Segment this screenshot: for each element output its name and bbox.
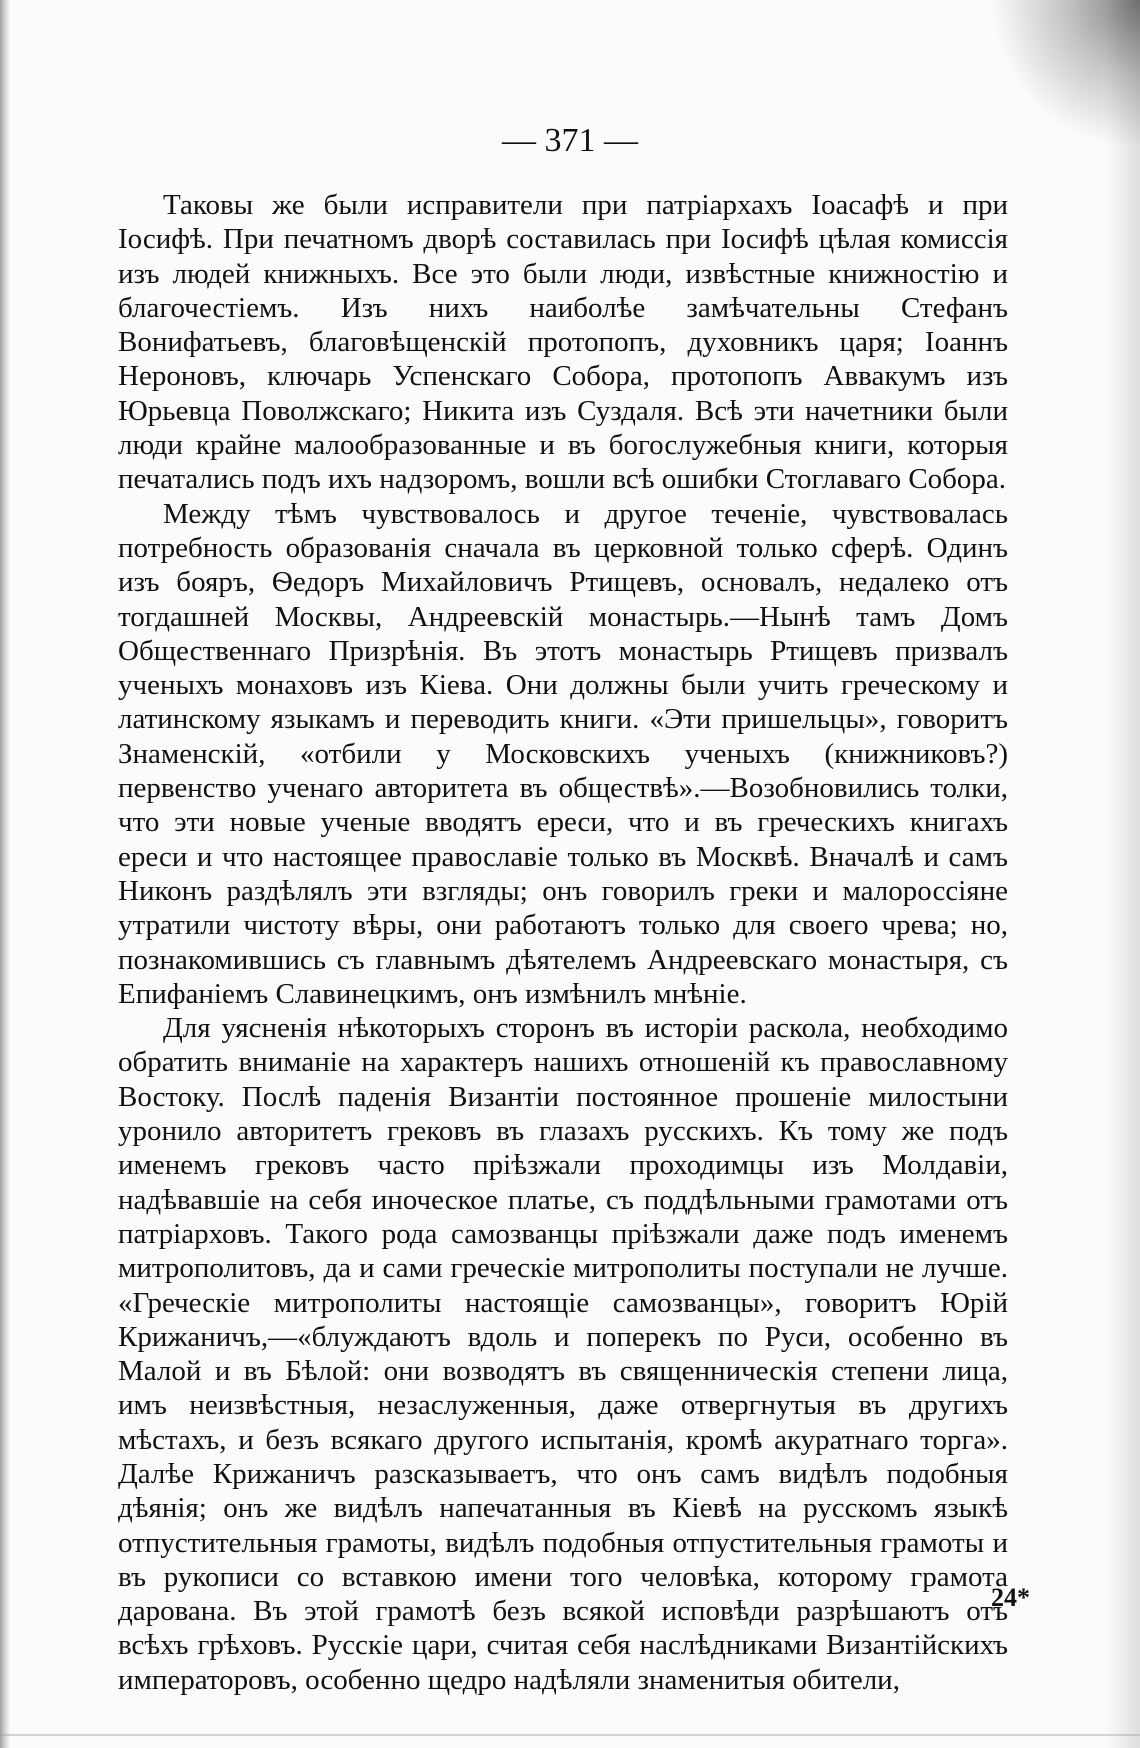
printer-signature-mark: 24* <box>991 1583 1030 1612</box>
page-edge-right <box>1106 0 1140 1748</box>
page-edge-left <box>0 0 10 1748</box>
page-bottom-edge <box>0 1734 1140 1736</box>
paragraph-3: Для уясненія нѣкоторыхъ сторонъ въ исторіи раскола, необходимо обратить вниманіе на характеръ нашихъ отношеній къ православному Востоку. Послѣ паденія Византіи постоянное прошеніе милостыни уронило авторитетъ грековъ въ глазахъ русскихъ. Къ тому же подъ именемъ грековъ часто пріѣзжали проходимцы изъ Молдавіи, надѣвавшіе на себя иноческое платье, съ поддѣльными грамотами отъ патріарховъ. Такого рода самозванцы пріѣзжали даже подъ именемъ митрополитовъ, да и сами греческіе митрополиты поступали не лучше. «Греческіе митрополиты настоящіе самозванцы», говоритъ Юрій Крижаничъ,—«блуждаютъ вдоль и поперекъ по Руси, особенно въ Малой и въ Бѣлой: они возводятъ въ священническія степени лица, имъ неизвѣстныя, незаслуженныя, даже отвергнутыя въ другихъ мѣстахъ, и безъ всякаго другого испытанія, кромѣ акуратнаго торга». Далѣе Крижаничъ разсказываетъ, что онъ самъ видѣлъ подобныя дѣянія; онъ же видѣлъ напечатанныя въ Кіевѣ на русскомъ языкѣ отпустительныя грамоты, видѣлъ подобныя отпустительныя грамоты и въ рукописи со вставкою имени того человѣка, которому грамота дарована. Въ этой грамотѣ безъ всякой исповѣди разрѣшаютъ отъ всѣхъ грѣховъ. Русскіе цари, считая себя наслѣдниками Византійскихъ императоровъ, особенно щедро надѣляли знаменитыя обители, <box>118 1012 1008 1696</box>
page-number: — 371 — <box>502 122 638 159</box>
paragraph-1: Таковы же были исправители при патріархахъ Іоасафѣ и при Іосифѣ. При печатномъ дворѣ составилась при Іосифѣ цѣлая комиссія изъ людей книжныхъ. Все это были люди, извѣстные книжностію и благочестіемъ. Изъ нихъ наиболѣе замѣчательны Стефанъ Вонифатьевъ, благовѣщенскій протопопъ, духовникъ царя; Іоаннъ Нероновъ, ключарь Успенскаго Собора, протопопъ Аввакумъ изъ Юрьевца Поволжскаго; Никита изъ Суздаля. Всѣ эти начетники были люди крайне малообразованные и въ богослужебныя книги, которыя печатались подъ ихъ надзоромъ, вошли всѣ ошибки Стоглаваго Собора. <box>118 189 1008 496</box>
body-text <box>118 188 1008 1697</box>
paragraph-2: Между тѣмъ чувствовалось и другое теченіе, чувствовалась потребность образованія сначала въ церковной только сферѣ. Одинъ изъ бояръ, Ѳедоръ Михайловичъ Ртищевъ, основалъ, недалеко отъ тогдашней Москвы, Андреевскій монастырь.—Нынѣ тамъ Домъ Общественнаго Призрѣнія. Въ этотъ монастырь Ртищевъ призвалъ ученыхъ монаховъ изъ Кіева. Они должны были учить греческому и латинскому языкамъ и переводить книги. «Эти пришельцы», говоритъ Знаменскій, «отбили у Московскихъ ученыхъ (книжниковъ?) первенство ученаго авторитета въ обществѣ».—Возобновились толки, что эти новые ученые вводятъ ереси, что и въ греческихъ книгахъ ереси и что настоящее православіе только въ Москвѣ. Вначалѣ и самъ Никонъ раздѣлялъ эти взгляды; онъ говорилъ греки и малороссіяне утратили чистоту вѣры, они работаютъ только для своего чрева; но, познакомившись съ главнымъ дѣятелемъ Андреевскаго монастыря, съ Епифаніемъ Славинецкимъ, онъ измѣнилъ мнѣніе. <box>118 497 1008 1010</box>
